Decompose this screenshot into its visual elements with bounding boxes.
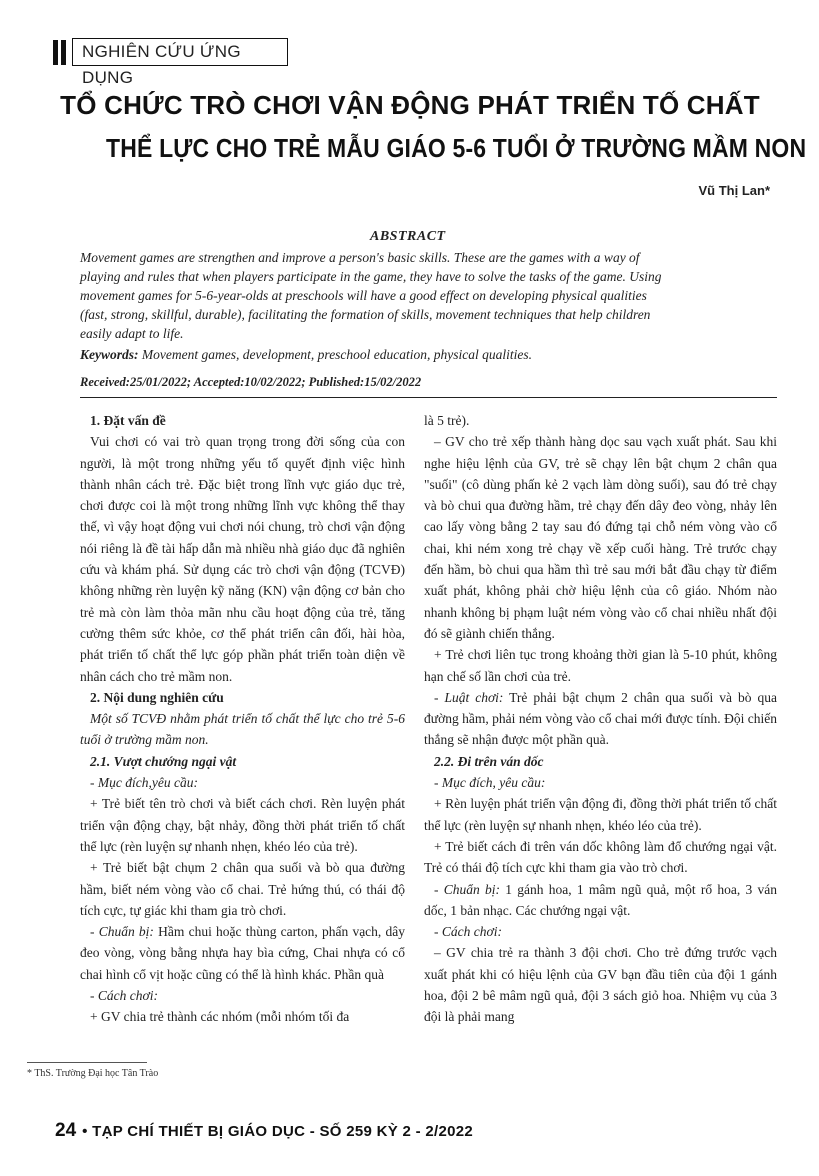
paragraph: – GV chia trẻ ra thành 3 đội chơi. Cho trẻ đứng trước vạch xuất phát khi có hiệu lệnh của GV bạn đầu tiên của đội 1 gánh hoa, đội 2 bê mâm ngũ quả, đội 3 sách giỏ hoa. Nhiệm vụ của 3 đội là phải mang	[424, 945, 777, 1025]
page-footer	[55, 1120, 473, 1142]
journal-name: • TẠP CHÍ THIẾT BỊ GIÁO DỤC - SỐ 259 KỲ 2 - 2/2022	[82, 1123, 474, 1140]
title-text: THỂ LỰC CHO TRẺ MẪU GIÁO 5-6 TUỔI Ở TRƯỜNG MẦM NON	[106, 133, 807, 163]
item-label: - Luật chơi:	[434, 689, 504, 705]
abstract-line: (fast, strong, skillful, durable), facilitating the formation of skills, movement techniques that help children	[80, 307, 651, 322]
section-marker-icon	[53, 40, 67, 65]
paragraph	[424, 879, 777, 922]
section-label: NGHIÊN CỨU ỨNG DỤNG	[72, 38, 288, 66]
keywords-text: Movement games, development, preschool education, physical qualities.	[138, 347, 533, 362]
author: Vũ Thị Lan*	[698, 183, 770, 198]
paragraph: Vui chơi có vai trò quan trọng trong đời sống của con người, là một trong những yếu tố quyết định việc hình thành nhân cách trẻ. Đặc biệt trong lĩnh vực giáo dục trẻ, chơi được coi là một trong những lĩnh vực không thể thay thế, vì vậy hoạt động vui chơi nói chung, trò chơi vận động nói riêng là đề tài hấp dẫn mà nhiều nhà giáo dục đã nghiên cứu và khám phá. Sử dụng các trò chơi vận động (TCVĐ) không những rèn luyện kỹ năng (KN) vận động cơ bản cho trẻ mà còn làm thỏa mãn nhu cầu hoạt động của trẻ, tăng cường thêm sức khỏe, cơ thể phát triển cân đối, hài hòa, phát triển tố chất thể lực góp phần phát triển toàn diện về nhân cách cho trẻ mầm non.	[80, 434, 405, 684]
abstract-heading: ABSTRACT	[370, 229, 446, 244]
abstract-line: easily adapt to life.	[80, 326, 184, 341]
divider	[80, 397, 777, 398]
paragraph: Một số TCVĐ nhằm phát triển tố chất thể lực cho trẻ 5-6 tuổi ở trường mầm non.	[80, 711, 405, 748]
left-column	[80, 410, 405, 1028]
paragraph: + GV chia trẻ thành các nhóm (mỗi nhóm tối đa	[90, 1009, 350, 1025]
item-label: - Mục đích, yêu cầu:	[434, 775, 546, 791]
item-label: - Cách chơi:	[90, 988, 158, 1004]
paragraph: là 5 trẻ).	[424, 413, 470, 428]
subsection-heading: 2.1. Vượt chướng ngại vật	[90, 753, 237, 769]
paragraph	[424, 687, 777, 751]
paragraph: + Rèn luyện phát triển vận động đi, đồng thời phát triển tố chất thể lực (rèn luyện sự nhanh nhẹn, khéo léo của trẻ).	[424, 796, 777, 833]
section-heading: 1. Đặt vấn đề	[90, 413, 166, 428]
paragraph: + Trẻ biết tên trò chơi và biết cách chơi. Rèn luyện phát triển vận động chạy, bật nhảy, đồng thời phát triển tố chất thể lực (rèn luyện sự nhanh nhẹn, khéo léo của trẻ).	[80, 796, 405, 854]
item-label: - Chuẩn bị:	[90, 924, 154, 940]
abstract-line: movement games for 5-6-year-olds at preschools will have a good effect on developing physical qualities	[80, 288, 647, 303]
page-number: 24	[55, 1120, 77, 1141]
paragraph-text: Trẻ phải bật chụm 2 chân qua suối và bò qua đường hầm, phải ném vòng vào cổ chai mới được tính. Đội chiến thắng sẽ nhận được một phần quà.	[424, 689, 777, 748]
footnote: * ThS. Trường Đại học Tân Trào	[27, 1068, 159, 1079]
paragraph	[80, 921, 405, 985]
article-title-line-1	[60, 90, 760, 121]
paragraph-text: 1 gánh hoa, 1 mâm ngũ quả, một rổ hoa, 3 ván dốc, 1 bản nhạc. Các chướng ngại vật.	[424, 881, 778, 918]
keywords-label: Keywords:	[80, 347, 139, 362]
item-label: - Chuẩn bị:	[434, 881, 500, 897]
section-heading: 2. Nội dung nghiên cứu	[90, 689, 224, 705]
paragraph: + Trẻ biết cách đi trên ván dốc không làm đổ chướng ngại vật. Trẻ có thái độ tích cực khi tham gia vào trò chơi.	[424, 838, 777, 876]
footnote-rule	[27, 1062, 147, 1063]
item-label: - Mục đích,yêu cầu:	[90, 775, 198, 791]
abstract-line: playing and rules that when players participate in the game, they have to solve the tasks of the game. Using	[80, 269, 662, 284]
subsection-heading: 2.2. Đi trên ván dốc	[434, 753, 544, 769]
title-text: TỔ CHỨC TRÒ CHƠI VẬN ĐỘNG PHÁT TRIỂN TỐ CHẤT	[60, 90, 760, 120]
item-label: - Cách chơi:	[434, 924, 502, 940]
article-title-line-2	[60, 133, 807, 164]
keywords	[80, 347, 532, 363]
right-column	[424, 410, 777, 1028]
paragraph-text: Hầm chui hoặc thùng carton, phấn vạch, dây đeo vòng, vòng bằng nhựa hay bìa cứng, Chai nhựa có cổ chai hình cổ vịt hoặc cũng có thể là hình khác. Phần quà	[80, 924, 406, 982]
paragraph: + Trẻ biết bật chụm 2 chân qua suối và bò qua đường hầm, biết ném vòng vào cổ chai. Trẻ hứng thú, có thái độ tích cực, tự giác khi tham gia trò chơi.	[80, 860, 405, 918]
publication-dates: Received:25/01/2022; Accepted:10/02/2022; Published:15/02/2022	[80, 375, 422, 389]
paragraph: – GV cho trẻ xếp thành hàng dọc sau vạch xuất phát. Sau khi nghe hiệu lệnh của GV, trẻ sẽ chạy lên bật chụm 2 chân qua "suối" (cô dùng phấn kẻ 2 vạch làm dòng suối), sau đó trẻ chạy và bò chui qua đường hầm, trẻ chạy đến dây đeo vòng, nhảy lên cao lấy vòng bằng 2 tay sau đó đứng tại chỗ ném vòng vào cổ chai, khi ném xong trẻ chạy về xếp cuối hàng. Trẻ trước chạy đến hầm, bò chui qua hầm thì trẻ sau mới bắt đầu chạy từ điểm xuất phát, không phải chờ hiệu lệnh của cô giáo. Nhóm nào nhanh không bị phạm luật ném vòng vào cổ chai nhiều nhất đội đó sẽ giành chiến thắng.	[424, 434, 777, 641]
abstract-line: Movement games are strengthen and improve a person's basic skills. These are the games with a way of	[80, 250, 640, 265]
paragraph: + Trẻ chơi liên tục trong khoảng thời gian là 5-10 phút, không hạn chế số lần chơi của trẻ.	[424, 647, 777, 684]
